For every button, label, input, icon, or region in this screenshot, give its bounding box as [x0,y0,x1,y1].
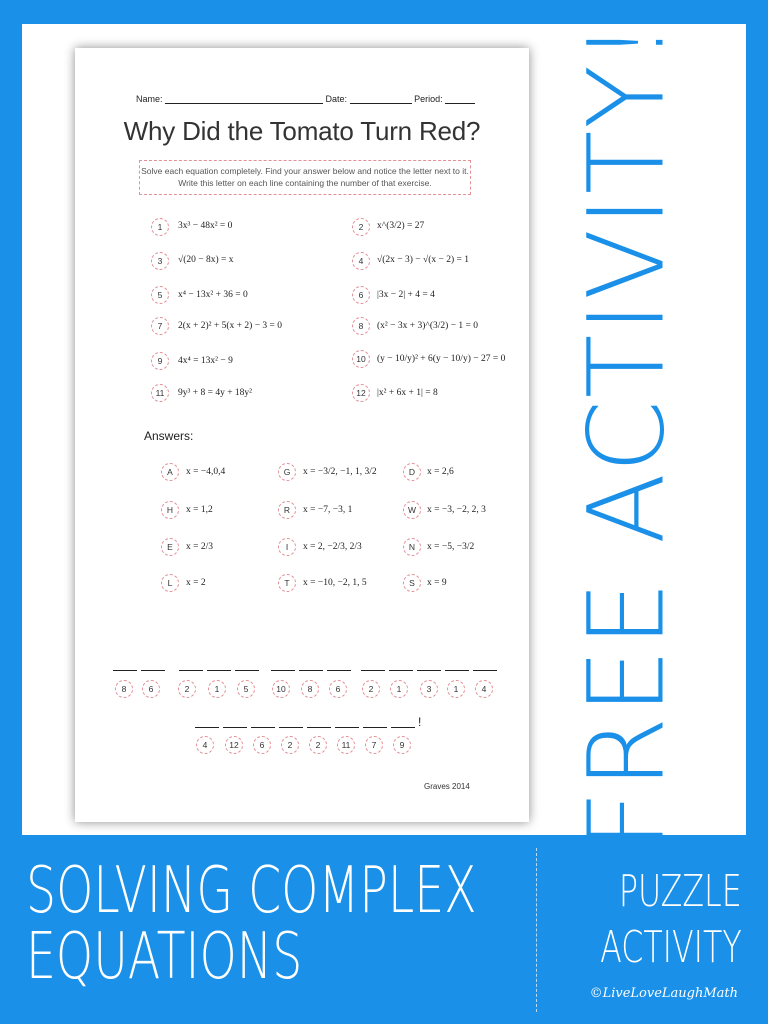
exercise-equation: (x² − 3x + 3)^(3/2) − 1 = 0 [377,321,479,331]
exercise-number: 1 [151,218,169,236]
exercise-equation: 2(x + 2)² + 5(x + 2) − 3 = 0 [178,321,283,331]
code-number: 6 [329,680,347,698]
exercise-number: 4 [352,252,370,270]
answer-blank [251,727,275,728]
code-number: 2 [281,736,299,754]
answer-value: x = −3, −2, 2, 3 [427,505,486,515]
worksheet-title: Why Did the Tomato Turn Red? [123,116,481,146]
code-number: 6 [142,680,160,698]
exercise-equation: |3x − 2| + 4 = 4 [377,290,435,300]
answer-letter: E [161,538,179,556]
exercise-number: 11 [151,384,169,402]
date-label: Date: [325,94,348,104]
answer-value: x = 2, −2/3, 2/3 [303,542,362,552]
answer-blank [335,727,359,728]
exclamation-mark: ! [418,715,422,729]
code-number: 9 [393,736,411,754]
bottom-divider [536,848,537,1012]
answer-blank [473,670,497,671]
code-number: 6 [253,736,271,754]
answer-letter: G [278,463,296,481]
exercise-number: 10 [352,350,370,368]
exercise-equation: x⁴ − 13x² + 36 = 0 [178,290,248,300]
date-blank [350,95,412,104]
code-number: 2 [178,680,196,698]
answer-blank [223,727,247,728]
code-number: 2 [309,736,327,754]
code-number: 8 [115,680,133,698]
answer-value: x = 2,6 [427,467,454,477]
code-number: 12 [225,736,243,754]
answer-blank [179,670,203,671]
answer-blank [271,670,295,671]
answer-value: x = −3/2, −1, 1, 3/2 [303,467,377,477]
answer-letter: R [278,501,296,519]
answer-blank [363,727,387,728]
exercise-equation: (y − 10/y)² + 6(y − 10/y) − 27 = 0 [377,354,506,364]
answer-letter: H [161,501,179,519]
answer-blank [391,727,415,728]
answer-value: x = −10, −2, 1, 5 [303,578,367,588]
worksheet-page [75,48,529,822]
code-number: 11 [337,736,355,754]
answer-blank [279,727,303,728]
exercise-number: 3 [151,252,169,270]
answer-blank [307,727,331,728]
answer-value: x = 2 [186,578,206,588]
answer-blank [361,670,385,671]
exercise-number: 5 [151,286,169,304]
exercise-number: 8 [352,317,370,335]
code-number: 3 [420,680,438,698]
answer-blank [113,670,137,671]
exercise-number: 9 [151,352,169,370]
exercise-number: 2 [352,218,370,236]
name-label: Name: [136,94,163,104]
answer-letter: I [278,538,296,556]
author-credit: Graves 2014 [424,782,470,791]
exercise-number: 12 [352,384,370,402]
banner-text: FREE ACTIVITY! [566,19,689,851]
answer-blank [235,670,259,671]
answer-letter: A [161,463,179,481]
name-blank [165,95,323,104]
answer-letter: N [403,538,421,556]
exercise-number: 7 [151,317,169,335]
answer-blank [417,670,441,671]
code-number: 1 [208,680,226,698]
code-number: 8 [301,680,319,698]
title-line-1: SOLVING COMPLEX [26,854,477,928]
exercise-equation: 9y³ + 8 = 4y + 18y² [178,388,253,398]
exercise-equation: |x² + 6x + 1| = 8 [377,388,438,398]
answer-letter: D [403,463,421,481]
code-number: 5 [237,680,255,698]
period-blank [445,95,475,104]
exercise-equation: x^(3/2) = 27 [377,221,425,231]
code-number: 7 [365,736,383,754]
answer-letter: S [403,574,421,592]
answer-letter: T [278,574,296,592]
title-line-2: EQUATIONS [26,920,303,994]
exercise-equation: 3x³ − 48x² = 0 [178,221,233,231]
answer-blank [327,670,351,671]
period-label: Period: [414,94,443,104]
exercise-equation: 4x⁴ = 13x² − 9 [178,356,233,366]
answer-value: x = −5, −3/2 [427,542,475,552]
answer-value: x = 1,2 [186,505,213,515]
answer-blank [445,670,469,671]
code-number: 1 [447,680,465,698]
worksheet-header [136,94,475,104]
answer-blank [195,727,219,728]
answer-blank [389,670,413,671]
code-number: 1 [390,680,408,698]
answer-value: x = 9 [427,578,447,588]
answer-value: x = 2/3 [186,542,213,552]
product-title [26,854,477,994]
answer-blank [141,670,165,671]
tag-line-1: PUZZLE [619,866,742,917]
code-number: 2 [362,680,380,698]
instructions-box: Solve each equation completely. Find your answer below and notice the letter next to it. Write this letter on each line containing the number of that exercise. [139,160,471,195]
answers-heading: Answers: [144,429,194,443]
exercise-equation: √(20 − 8x) = x [178,255,234,265]
code-number: 4 [196,736,214,754]
product-tag [600,864,742,976]
answer-blank [299,670,323,671]
answer-blank [207,670,231,671]
code-number: 4 [475,680,493,698]
answer-letter: L [161,574,179,592]
free-activity-banner [552,19,702,851]
answer-value: x = −4,0,4 [186,467,226,477]
tag-line-2: ACTIVITY [600,922,742,973]
exercise-equation: √(2x − 3) − √(x − 2) = 1 [377,255,470,265]
exercise-number: 6 [352,286,370,304]
answer-value: x = −7, −3, 1 [303,505,353,515]
brand-credit: ©LiveLoveLaughMath [589,986,738,1001]
code-number: 10 [272,680,290,698]
answer-letter: W [403,501,421,519]
